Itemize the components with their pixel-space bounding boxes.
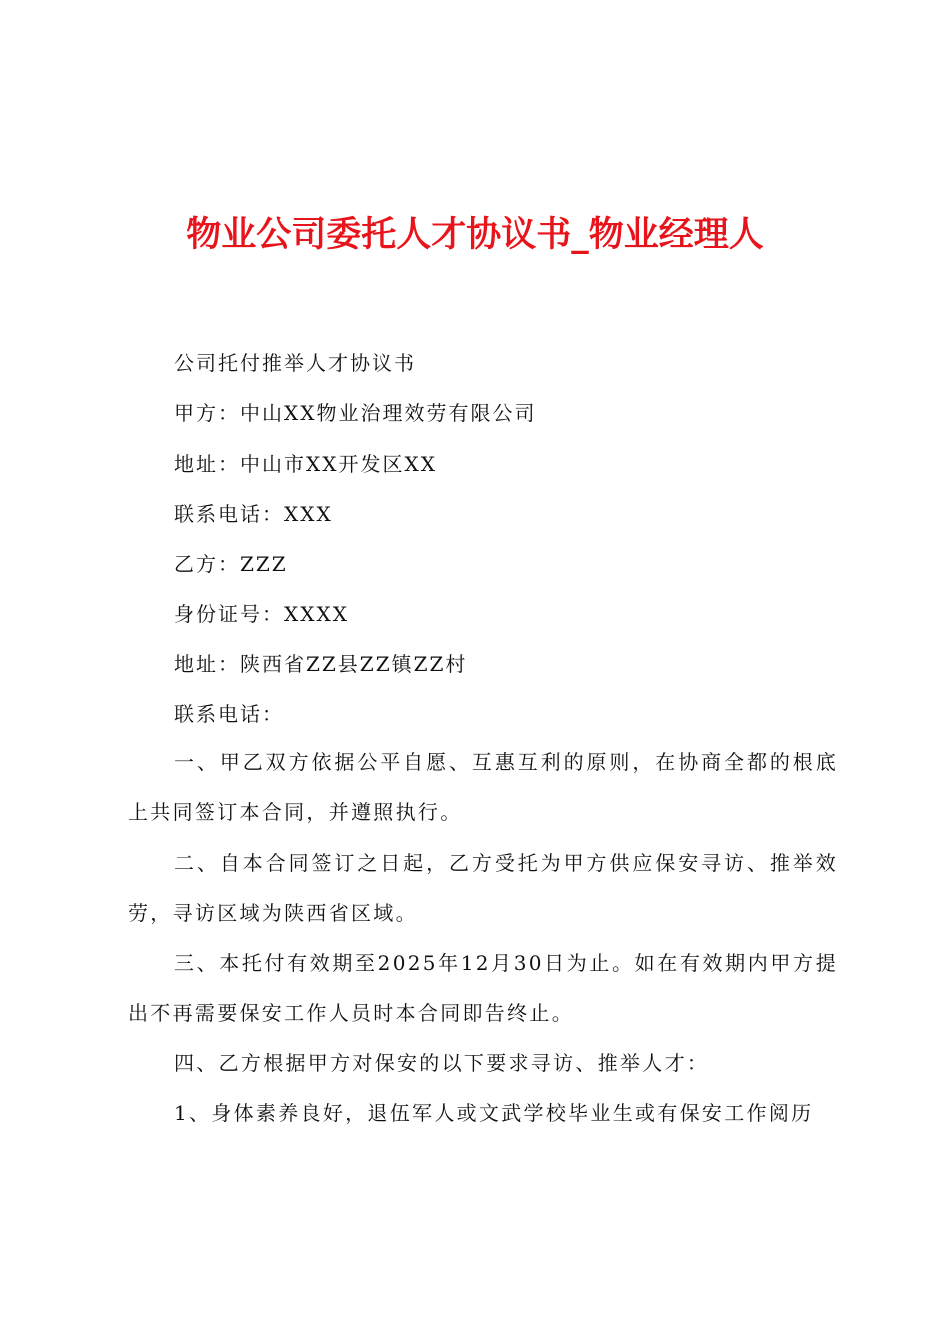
document-title: 物业公司委托人才协议书_物业经理人: [186, 214, 764, 255]
clause-2-paragraph: 二、自本合同签订之日起，乙方受托为甲方供应保安寻访、推举效劳，寻访区域为陕西省区域。: [128, 851, 838, 925]
party-b-id-line: 身份证号：XXXX: [174, 602, 349, 626]
party-b-phone-line: 联系电话：: [174, 702, 284, 726]
party-a-address-line: 地址：中山市XX开发区XX: [174, 452, 437, 476]
requirement-1-paragraph: 1、身体素养良好，退伍军人或文武学校毕业生或有保安工作阅历: [174, 1101, 814, 1125]
party-b-address-line: 地址：陕西省ZZ县ZZ镇ZZ村: [174, 652, 468, 676]
party-a-line: 甲方：中山XX物业治理效劳有限公司: [174, 401, 537, 425]
party-b-line: 乙方：ZZZ: [174, 552, 288, 576]
clause-3-paragraph: 三、本托付有效期至2025年12月30日为止。如在有效期内甲方提出不再需要保安工作人员时本合同即告终止。: [128, 951, 838, 1025]
clause-1-paragraph: 一、甲乙双方依据公平自愿、互惠互利的原则，在协商全都的根底上共同签订本合同，并遵照执行。: [128, 750, 838, 824]
clause-4-paragraph: 四、乙方根据甲方对保安的以下要求寻访、推举人才：: [174, 1051, 710, 1075]
party-a-phone-line: 联系电话：XXX: [174, 502, 333, 526]
agreement-heading: 公司托付推举人才协议书: [174, 351, 416, 375]
